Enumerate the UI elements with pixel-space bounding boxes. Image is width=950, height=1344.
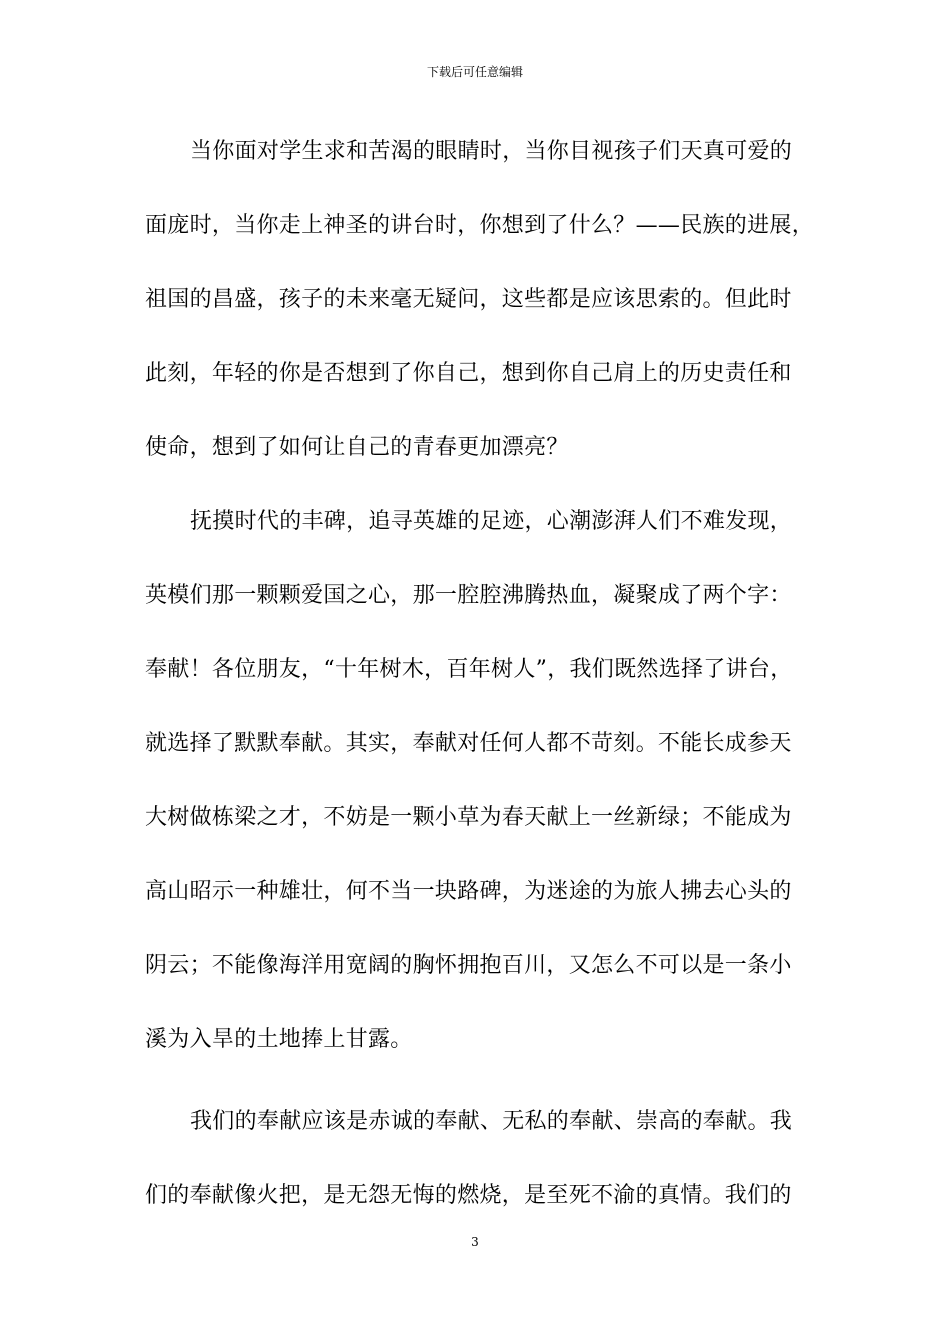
body-line: 阴云；不能像海洋用宽阔的胸怀拥抱百川，又怎么不可以是一条小	[145, 953, 792, 978]
body-line: 溪为入旱的土地捧上甘露。	[145, 1027, 413, 1052]
body-line: 英模们那一颗颗爱国之心，那一腔腔沸腾热血，凝聚成了两个字：	[145, 583, 792, 608]
body-line: 祖国的昌盛，孩子的未来毫无疑问，这些都是应该思索的。但此时	[145, 287, 792, 312]
body-line: 们的奉献像火把，是无怨无悔的燃烧，是至死不渝的真情。我们的	[145, 1183, 792, 1208]
body-line: 当你面对学生求和苦渴的眼睛时，当你目视孩子们天真可爱的	[190, 139, 793, 164]
body-line: 大树做栋梁之才，不妨是一颗小草为春天献上一丝新绿；不能成为	[145, 805, 792, 830]
page-header: 下载后可任意编辑	[426, 65, 523, 79]
body-line: 奉献！各位朋友，“十年树木，百年树人”，我们既然选择了讲台，	[145, 657, 793, 682]
body-line: 抚摸时代的丰碑，追寻英雄的足迹，心潮澎湃人们不难发现，	[190, 509, 793, 534]
body-line: 使命，想到了如何让自己的青春更加漂亮？	[145, 435, 569, 460]
body-line: 面庞时，当你走上神圣的讲台时，你想到了什么？——民族的进展，	[145, 213, 815, 238]
body-line: 就选择了默默奉献。其实，奉献对任何人都不苛刻。不能长成参天	[145, 731, 792, 756]
body-line: 高山昭示一种雄壮，何不当一块路碑，为迷途的为旅人拂去心头的	[145, 879, 792, 904]
page-number: 3	[471, 1235, 479, 1249]
body-line: 此刻，年轻的你是否想到了你自己，想到你自己肩上的历史责任和	[145, 361, 792, 386]
body-line: 我们的奉献应该是赤诚的奉献、无私的奉献、崇高的奉献。我	[190, 1109, 793, 1134]
